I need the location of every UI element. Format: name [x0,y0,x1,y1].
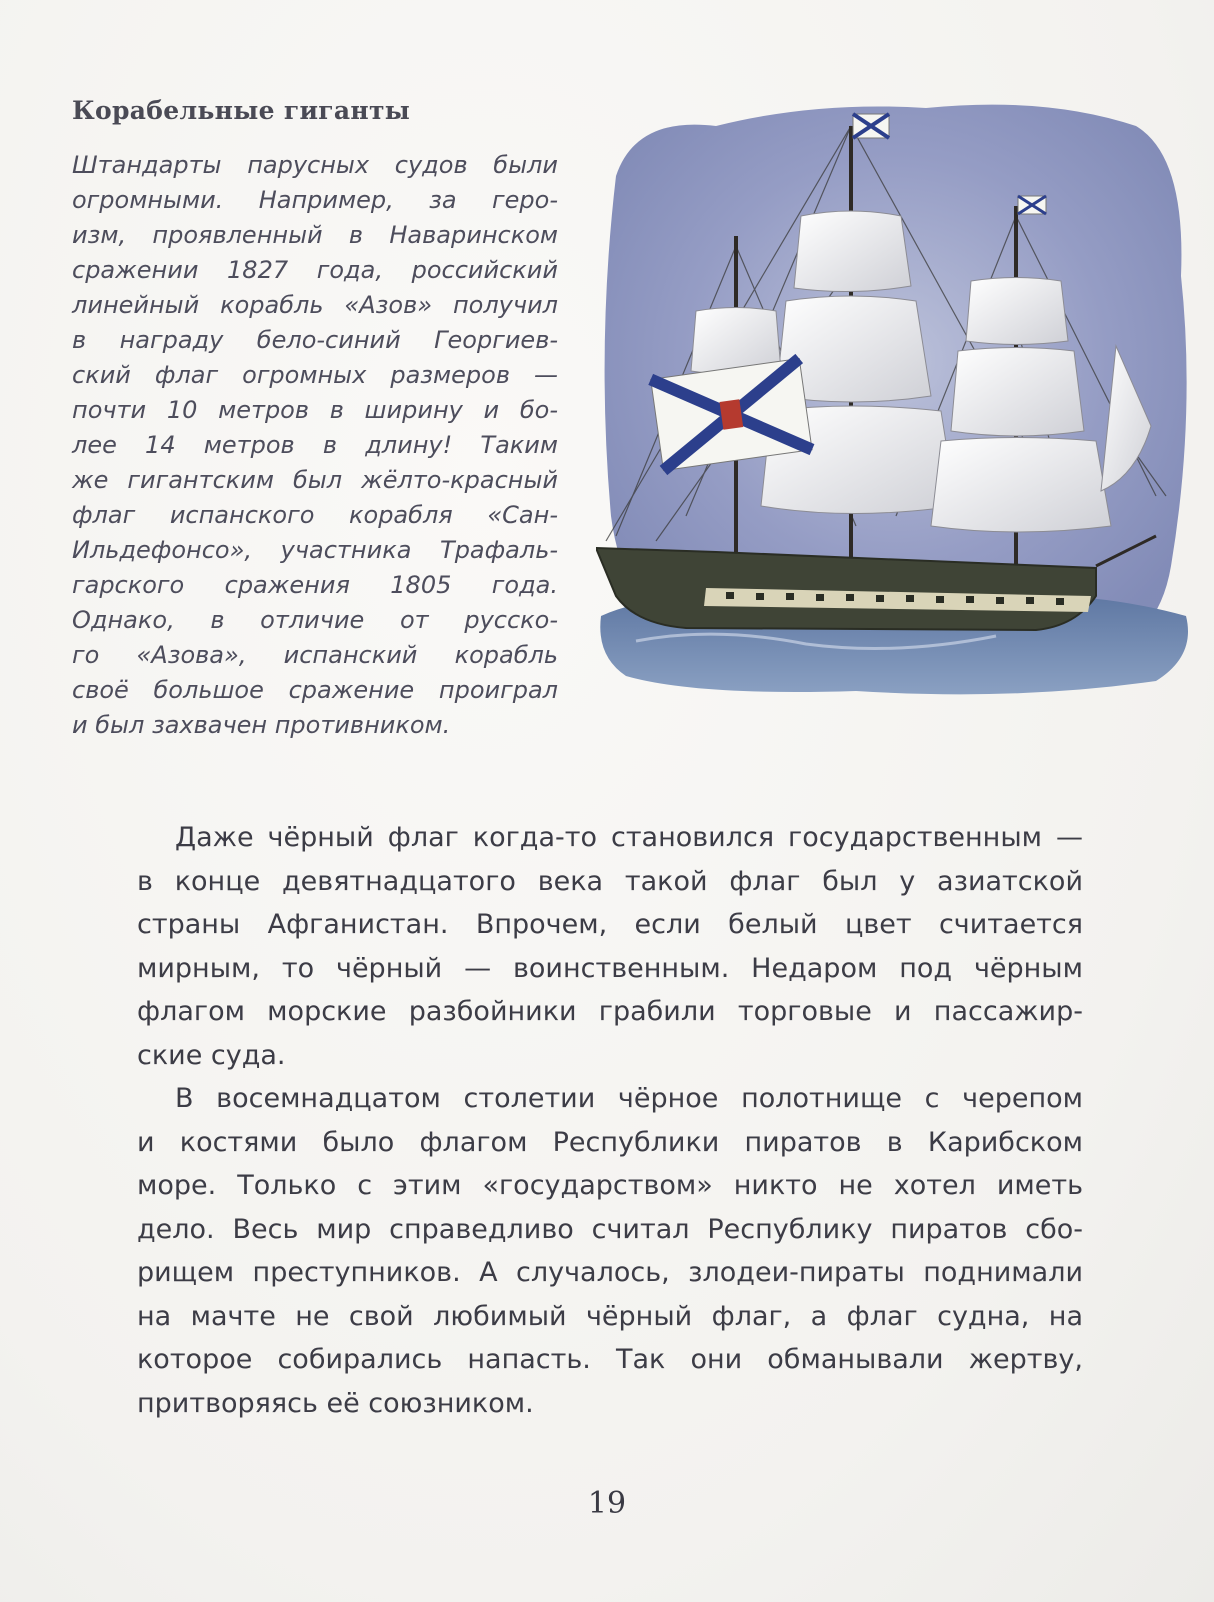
sidebar-line: в награду бело-синий Георгиев- [72,326,558,354]
sidebar-line: своё большое сражение проиграл [72,676,558,704]
sidebar-line: и был захвачен противником. [72,711,451,739]
sidebar-line: сражении 1827 года, российский [72,256,558,284]
top-flag-mizzen [1018,196,1046,214]
main-line: море. Только с этим «государством» никто не хотел иметь [137,1170,1083,1201]
main-line: мирным, то чёрный — воинственным. Недаром под чёрным [137,952,1083,984]
main-line: Даже чёрный флаг когда-то становился государственным — [175,822,1083,853]
sidebar-line: Однако, в отличие от русско- [72,606,558,634]
main-text [137,816,1083,1425]
main-line: притворяясь её союзником. [137,1387,534,1419]
sidebar-title: Корабельные гиганты [72,96,411,125]
sidebar-line: Штандарты парусных судов были [72,151,558,179]
sidebar-line: флаг испанского корабля «Сан- [72,501,558,529]
main-line: дело. Весь мир справедливо считал Республику пиратов сбо- [137,1213,1083,1245]
sidebar-line: огромными. Например, за геро- [72,186,558,214]
sidebar-line: ский флаг огромных размеров — [72,361,558,389]
sidebar-line: линейный корабль «Азов» получил [72,291,558,319]
ship-illustration [596,96,1200,696]
main-line: В восемнадцатом столетии чёрное полотнище с черепом [175,1083,1083,1114]
sidebar-line: гарского сражения 1805 года. [72,571,558,599]
main-line: рищем преступников. А случалось, злодеи-пираты поднимали [137,1257,1083,1288]
page-number: 19 [587,1486,627,1521]
main-line: страны Афганистан. Впрочем, если белый цвет считается [137,909,1083,940]
top-flag-main [853,114,889,138]
main-line: ские суда. [137,1039,286,1071]
main-line: на мачте не свой любимый чёрный флаг, а флаг судна, на [137,1300,1083,1332]
sidebar-line: го «Азова», испанский корабль [72,641,558,669]
sidebar-line: почти 10 метров в ширину и бо- [72,396,558,424]
sidebar-text [72,148,558,743]
main-line: флагом морские разбойники грабили торговые и пассажир- [137,996,1083,1027]
sidebar-line: Ильдефонсо», участника Трафаль- [72,536,558,564]
main-line: в конце девятнадцатого века такой флаг был у азиатской [137,865,1083,897]
sidebar-line: лее 14 метров в длину! Таким [72,431,558,459]
sidebar-line: изм, проявленный в Наваринском [72,221,558,249]
main-line: которое собирались напасть. Так они обманывали жертву, [137,1344,1083,1375]
main-line: и костями было флагом Республики пиратов в Карибском [137,1126,1083,1158]
sidebar-line: же гигантским был жёлто-красный [72,466,558,494]
